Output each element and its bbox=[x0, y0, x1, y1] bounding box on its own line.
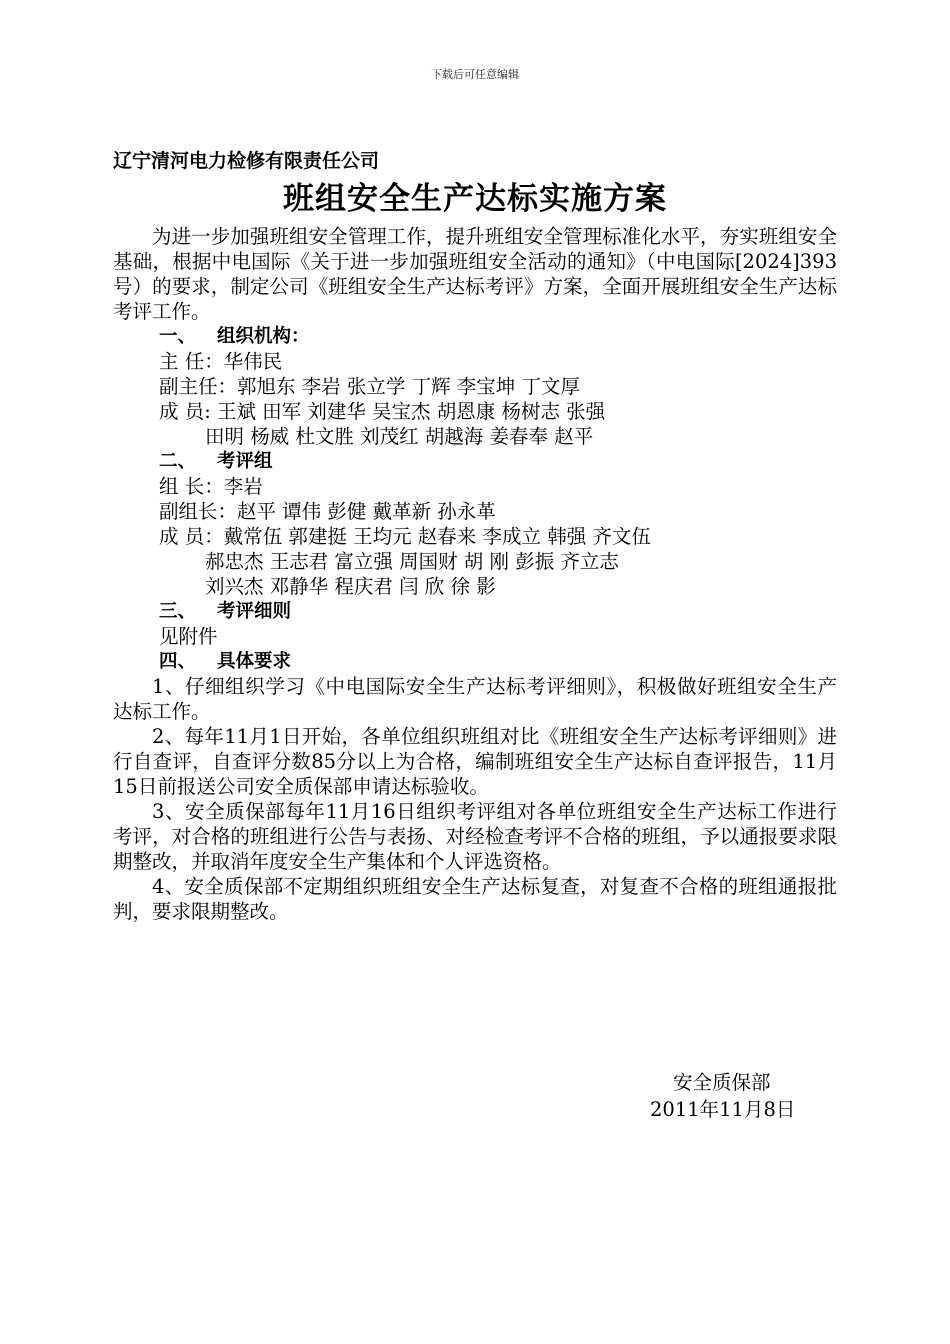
company-name: 辽宁清河电力检修有限责任公司 bbox=[113, 150, 380, 172]
rules-text: 见附件 bbox=[159, 625, 218, 648]
document-body bbox=[113, 146, 837, 924]
signature-date: 2011年11月8日 bbox=[650, 1098, 796, 1121]
section-number: 四、 bbox=[159, 651, 197, 672]
org-deputy-directors: 副主任：郭旭东 李岩 张立学 丁辉 李宝坤 丁文厚 bbox=[159, 375, 580, 398]
panel-members-continued: 刘兴杰 邓静华 程庆君 闫 欣 徐 影 bbox=[205, 575, 496, 598]
signature-department: 安全质保部 bbox=[673, 1071, 771, 1094]
section-heading-panel bbox=[113, 449, 837, 474]
section-title: 组织机构： bbox=[217, 326, 310, 347]
document-title: 班组安全生产达标实施方案 bbox=[283, 181, 667, 217]
section-heading-requirements bbox=[113, 649, 837, 674]
intro-paragraph: 为进一步加强班组安全管理工作，提升班组安全管理标准化水平，夯实班组安全基础，根据中电国际《关于进一步加强班组安全活动的通知》（中电国际[2024]393号）的要求，制定公司《班组安全生产达标考评》方案，全面开展班组安全生产达标考评工作。 bbox=[113, 225, 837, 323]
section-number: 一、 bbox=[159, 326, 197, 347]
org-members-continued: 田明 杨威 杜文胜 刘茂红 胡越海 姜春奉 赵平 bbox=[205, 425, 594, 448]
download-note: 下载后可任意编辑 bbox=[431, 68, 519, 81]
requirement-item: 1、仔细组织学习《中电国际安全生产达标考评细则》，积极做好班组安全生产达标工作。 bbox=[113, 675, 837, 723]
requirement-item: 4、安全质保部不定期组织班组安全生产达标复查，对复查不合格的班组通报批判，要求限期整改。 bbox=[113, 875, 837, 923]
requirement-item: 3、安全质保部每年11月16日组织考评组对各单位班组安全生产达标工作进行考评，对合格的班组进行公告与表扬、对经检查考评不合格的班组，予以通报要求限期整改，并取消年度安全生产集体和个人评选资格。 bbox=[113, 800, 837, 873]
section-heading-organization bbox=[113, 324, 837, 349]
section-number: 二、 bbox=[159, 451, 197, 472]
section-number: 三、 bbox=[159, 601, 197, 622]
section-title: 考评细则 bbox=[217, 601, 292, 622]
section-title: 具体要求 bbox=[217, 651, 292, 672]
requirement-item: 2、每年11月1日开始，各单位组织班组对比《班组安全生产达标考评细则》进行自查评，自查评分数85分以上为合格，编制班组安全生产达标自查评报告，11月15日前报送公司安全质保部申请达标验收。 bbox=[113, 725, 837, 798]
panel-members-continued: 郝忠杰 王志君 富立强 周国财 胡 刚 彭振 齐立志 bbox=[205, 550, 619, 573]
panel-leader: 组 长：李岩 bbox=[159, 475, 263, 498]
section-title: 考评组 bbox=[217, 451, 273, 472]
section-heading-rules bbox=[113, 599, 837, 624]
panel-members: 成 员：戴常伍 郭建挺 王均元 赵春来 李成立 韩强 齐文伍 bbox=[159, 525, 651, 548]
org-members: 成 员: 王斌 田军 刘建华 吴宝杰 胡恩康 杨树志 张强 bbox=[159, 400, 606, 423]
panel-deputy-leaders: 副组长：赵平 谭伟 彭健 戴革新 孙永革 bbox=[159, 500, 496, 523]
org-director: 主 任：华伟民 bbox=[159, 350, 283, 373]
signature-block bbox=[600, 1069, 860, 1123]
